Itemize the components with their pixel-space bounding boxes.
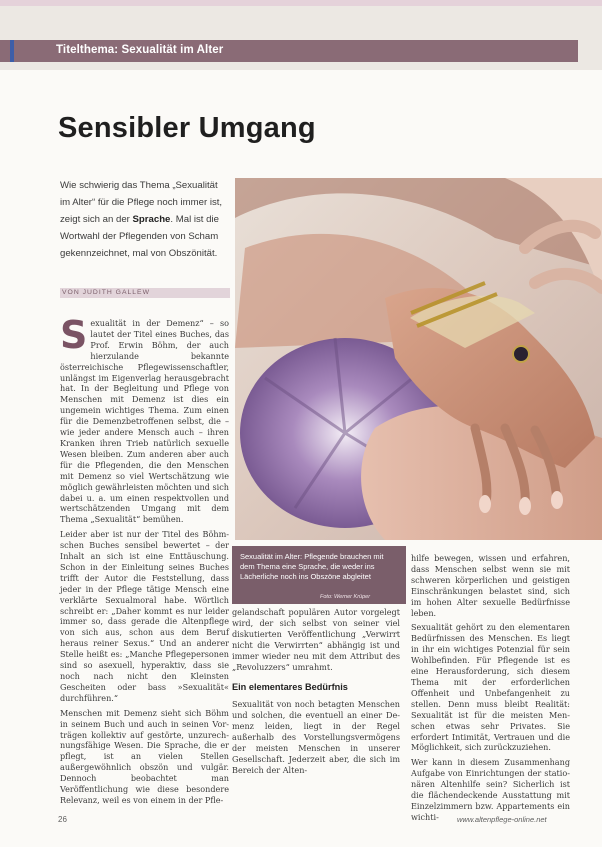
teaser-text-end: . Mal ist die Wortwahl der Pflegenden von Scham gekennzeichnet, mal von Obszönität. [60, 214, 219, 259]
teaser-emphasis: Sprache [132, 214, 171, 225]
body-text: exualität in der Demenz“ – so lautet der Titel eines Buches, das Prof. Erwin Böhm, der auch hierzulande bekannte österreichische Pflegewissenschaftler, unlängst im Eigenverlag herausgebracht hat. In der Begleitung und Pflege von Menschen mit Demenz ist dies ein ungemein wichtiges Thema. Zum einen für die Demenzbetroffenen selbst, die – wie jeder andere Mensch auch – ihren Kranken ihren Trieb natürlich sexuelle Wesen bleiben. Zum anderen aber auch für die Pflegenden, die den Menschen mit Demenz so viel Wertschätzung wie möglich gewährleisten möchten und sich dabei u. a. um einen respektvollen und wertschätzenden Umgang mit dem Thema „Sexualität“ bemühen. [60, 318, 229, 525]
body-paragraph: Leider aber ist nur der Titel des Böhmschen Buches sensibel bewertet – der Inhalt an sich ist eine Enttäuschung. Schon in der Einleitung seines Buches trifft der Autor die Feststellung, dass jeder in der Pflege tätige Mensch eine verklärte Sexualmoral habe. Wörtlich schreibt er: „Daher kommt es nur leider immer so, dass gerade die Altenpflege von sich aus, schon aus dem Beruf heraus reiner Sexus.“ Und an anderer Stelle heißt es: „Manche Pflegepersonen sind so asexuell, hyperaktiv, dass sie noch nach nicht den Kleinsten Gescheiten oder bass »Sexualität« durchführen.“ [60, 529, 229, 703]
hands-photo [235, 178, 602, 540]
body-paragraph: Menschen mit Demenz sieht sich Böhm in seinem Buch und auch in seinen Vorträgen kollektiv auf gestörte, unzurechnungsfähige Wesen. Die Sprache, die er pflegt, ist an vielen Stellen außergewöhnlich obszön und vulgär. Dennoch beobachtet man Veröffentlichung wie diese besondere Relevanz, weil es von einem in der Pfle- [60, 707, 229, 805]
hands-photo-illustration [235, 178, 602, 540]
photo-caption: Sexualität im Alter: Pflegende brauchen mit dem Thema eine Sprache, die weder ins Lächerliche noch ins Obszöne abgleitet [240, 552, 384, 581]
teaser-text [60, 177, 226, 262]
rubric-label: Titelthema: Sexualität im Alter [56, 44, 224, 56]
body-column-2 [232, 607, 400, 780]
body-column-1 [60, 313, 229, 810]
rubric-marker [10, 40, 14, 62]
drop-cap: S [60, 313, 88, 357]
body-paragraph: Wer kann in diesem Zusammenhang Aufgabe von Einrichtungen der stationären Altenhilfe sein? Sicherlich ist die flächendeckende Ausstattung mit Einzelzimmern bzw. Appartements ein wichti- [411, 757, 570, 822]
body-column-3 [411, 553, 570, 827]
footer-website: www.altenpflege-online.net [457, 815, 547, 824]
photo-credit: Foto: Werner Krüper [320, 594, 371, 600]
page-number: 26 [58, 815, 67, 824]
section-subheading: Ein elementares Bedürfnis [232, 682, 348, 693]
body-paragraph: gelandschaft populären Autor vorgelegt wird, der sich selbst von seiner viel diskutierten Veröffentlichung „Verwirrt nicht die Verwirrten“ abhängig ist und immer wieder neu mit dem Attribut des „Revoluzzers“ umrahmt. [232, 607, 400, 672]
teaser-text-start: Wie schwierig das Thema „Sexualität im Alter“ für die Pflege noch immer ist, zeigt sich an der [60, 180, 223, 225]
body-paragraph: hilfe bewegen, wissen und erfahren, dass Menschen selbst wenn sie mit schweren körperlichen und geistigen Einschränkungen belastet sind, sich im hohen Alter sexuelle Bedürfnisse leben. [411, 553, 570, 618]
body-paragraph [60, 313, 229, 525]
page-title: Sensibler Umgang [58, 112, 316, 144]
body-paragraph: Sexualität von noch betagten Menschen und solchen, die eventuell an einer Demenz leiden, liegt in der Regel außerhalb des Vorstellungsvermögens der meisten Menschen in unserer Gesellschaft. Jederzeit aber, die sich im Bereich der Alten- [232, 699, 400, 775]
author-byline: VON JUDITH GALLEW [62, 289, 150, 296]
body-paragraph: Sexualität gehört zu den elementaren Bedürfnissen des Menschen. Es liegt in ihr ein wichtiges Potenzial für sein Wohlbefinden. Für Pflegende ist es eine Herausforderung, sich diesem Thema mit der erforderlichen Offenheit und Unbefangenheit zu stellen. Denn muss bleibt Realität: Sexualität ist für die meisten Menschen etwas sehr Privates. Sie erfordert Intimität, Vertrauen und die Möglichkeit, sich zurückzuziehen. [411, 622, 570, 753]
